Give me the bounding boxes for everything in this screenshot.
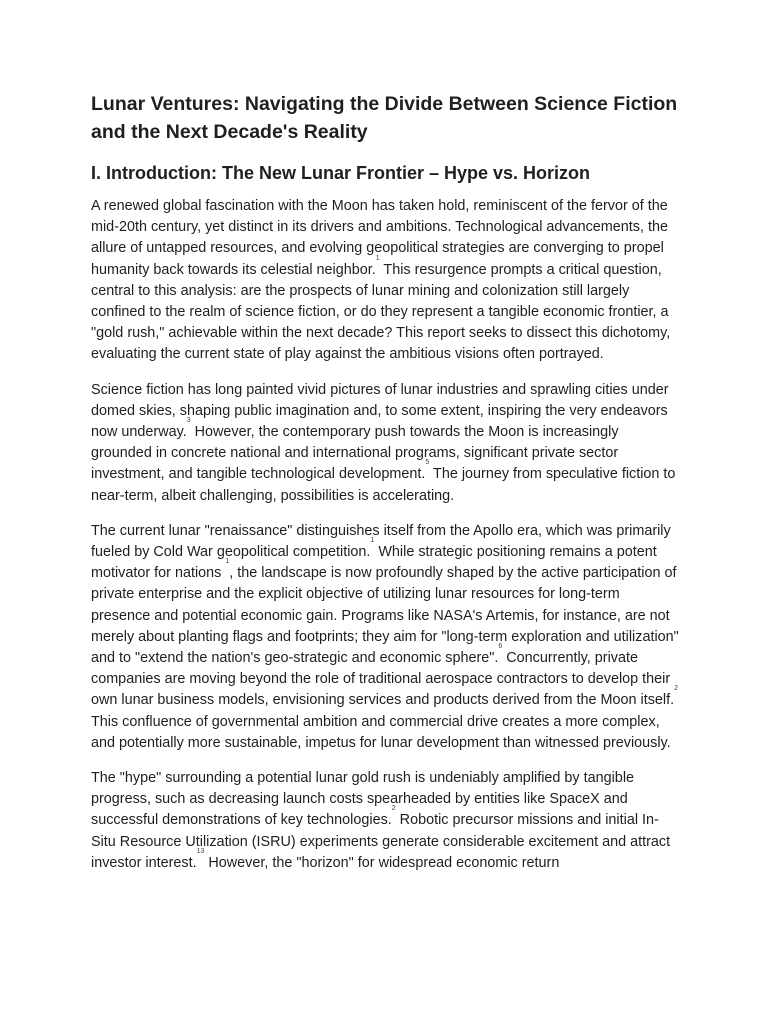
footnote-ref[interactable]: 1 (225, 558, 230, 566)
paragraph-text: While strategic positioning remains a potent motivator for nations (91, 544, 657, 582)
paragraph-1 (91, 196, 679, 366)
paragraph-text: However, the "horizon" for widespread economic return (204, 854, 560, 871)
paragraph-2 (91, 380, 679, 507)
footnote-ref[interactable]: 1 (375, 254, 380, 262)
footnote-ref[interactable]: 13 (196, 847, 205, 855)
footnote-ref[interactable]: 2 (674, 685, 679, 693)
footnote-ref[interactable]: 3 (186, 417, 191, 425)
footnote-ref[interactable]: 2 (391, 805, 396, 813)
footnote-ref[interactable]: 5 (425, 459, 430, 467)
paragraph-text: A renewed global fascination with the Moon has taken hold, reminiscent of the fervor of the mid-20th century, yet distinct in its drivers and ambitions. Technological advancements, the allure of untapped resources, and evolving geopolitical strategies are converging to propel humanity back towards its celestial neighbor. (91, 198, 668, 278)
paragraph-4 (91, 768, 679, 874)
paragraph-text: This confluence of governmental ambition and commercial drive creates a more complex, and potentially more sustainable, impetus for lunar development than witnessed previously. (91, 713, 671, 751)
paragraph-text: The current lunar "renaissance" distinguishes itself from the Apollo era, which was primarily fueled by Cold War geopolitical competition. (91, 522, 671, 561)
paragraph-text: The journey from speculative fiction to near-term, albeit challenging, possibilities is accelerating. (91, 466, 676, 504)
paragraph-text: Concurrently, private companies are moving beyond the role of traditional aerospace contractors to develop their own lunar business models, envisioning services and products derived from the Moon itself. (91, 650, 675, 709)
footnote-ref[interactable]: 1 (370, 537, 375, 545)
paragraph-text: This resurgence prompts a critical question, central to this analysis: are the prospects of lunar mining and colonization still largely confined to the realm of science fiction, or do they represent a tangible economic frontier, a "gold rush," achievable within the next decade? This report seeks to dissect this dichotomy, evaluating the current state of play against the ambitious visions often portrayed. (91, 261, 671, 363)
section-heading: I. Introduction: The New Lunar Frontier – Hype vs. Horizon (91, 163, 591, 183)
paragraph-text: Science fiction has long painted vivid pictures of lunar industries and sprawling cities under domed skies, shaping public imagination and, to some extent, inspiring the very endeavors now underway. (91, 381, 669, 441)
footnote-ref[interactable]: 6 (498, 643, 503, 651)
paragraph-text: , the landscape is now profoundly shaped by the active participation of private enterprise and the explicit objective of utilizing lunar resources for long-term presence and potential economic gain. Programs like NASA's Artemis, for instance, are not merely about planting flags and footprints; they aim for "long-term exploration and utilization" and to "extend the nation's geo-strategic and economic sphere". (91, 565, 679, 667)
paragraph-text: Robotic precursor missions and initial In-Situ Resource Utilization (ISRU) experiments generate considerable excitement and attract investor interest. (91, 812, 671, 871)
paragraph-text: The "hype" surrounding a potential lunar gold rush is undeniably amplified by tangible progress, such as decreasing launch costs spearheaded by entities like SpaceX and successful demonstrations of key technologies. (91, 770, 635, 829)
paragraph-text: However, the contemporary push towards the Moon is increasingly grounded in concrete national and international programs, significant private sector investment, and tangible technological development. (91, 424, 619, 483)
document-title: Lunar Ventures: Navigating the Divide Between Science Fiction and the Next Decade's Reality (91, 93, 678, 143)
document-body (91, 90, 679, 874)
paragraph-3 (91, 521, 679, 754)
